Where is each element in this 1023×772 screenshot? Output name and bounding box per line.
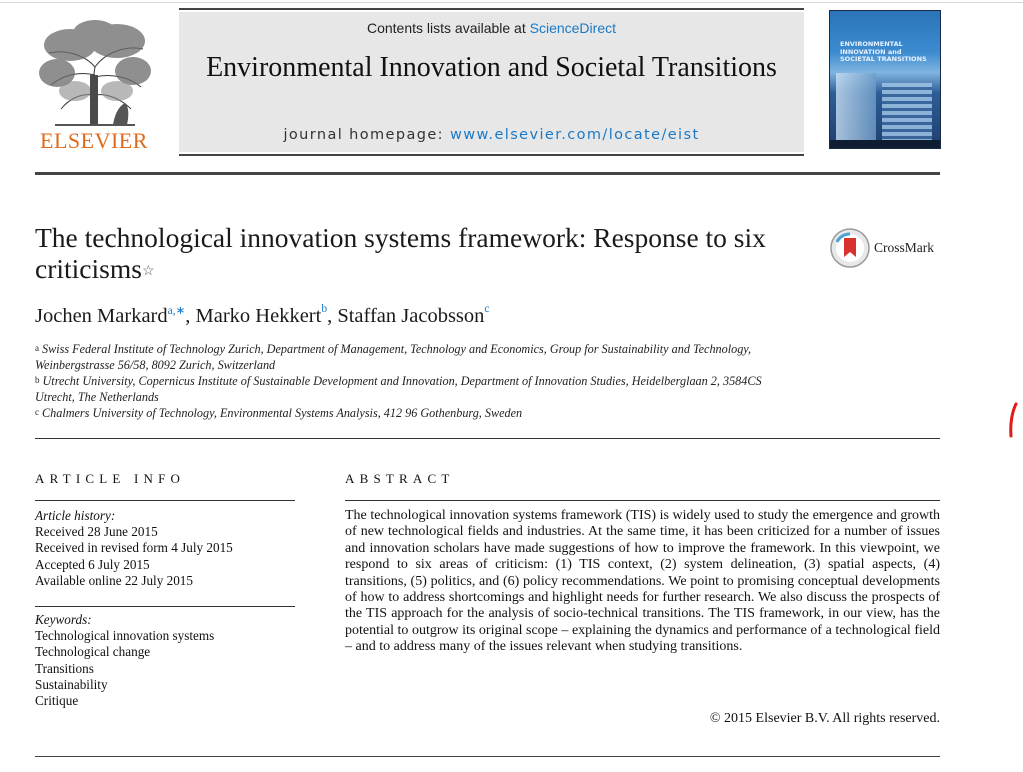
author-separator: ,	[185, 305, 196, 327]
contents-line	[179, 20, 804, 36]
banner-top-rule	[179, 8, 804, 10]
abstract-divider	[345, 500, 940, 501]
cover-graphic	[836, 73, 876, 143]
cover-footer-band	[830, 140, 940, 148]
affiliation-text: Swiss Federal Institute of Technology Zurich, Department of Management, Technology and Economics, Group for Sustainability and Technology, Weinbergstrasse 56/58, 8092 Zurich, Switzerland	[35, 342, 752, 372]
annotation-mark	[1003, 400, 1023, 440]
article-info-heading: ARTICLE INFO	[35, 471, 186, 486]
keyword-item: Technological change	[35, 644, 151, 660]
history-item: Accepted 6 July 2015	[35, 556, 150, 572]
sciencedirect-link[interactable]: ScienceDirect	[529, 20, 616, 36]
keyword-item: Sustainability	[35, 676, 108, 692]
header-divider	[35, 172, 940, 175]
journal-homepage	[179, 127, 804, 143]
article-history	[35, 508, 305, 589]
keywords-label: Keywords:	[35, 612, 92, 627]
cover-graphic	[882, 83, 932, 141]
keywords	[35, 612, 305, 709]
history-item: Received 28 June 2015	[35, 524, 158, 540]
abstract-text: The technological innovation systems framework (TIS) is widely used to study the emergence and growth of new technological fields and industries. At the same time, it has been criticized for a number of issues and innovation scholars have made suggestions of how to improve the framework. In this viewpoint, we respond to six areas of criticism: (1) TIS context, (2) system delineation, (3) spatial aspects, (4) transitions, (5) politics, and (6) policy recommendations. We point to promising conceptual developments of how to address shortcomings and highlight needs for further research. We also discuss the prospects of the TIS approach for the analysis of socio-technical transitions. The TIS framework, in our view, has the potential to outgrow its original scope – explaining the dynamics and performance of a technological field – and to address many of the issues relevant when studying transitions.	[345, 508, 940, 655]
article-title	[35, 222, 805, 284]
affiliation-text: Utrecht University, Copernicus Institute of Sustainable Development and Innovation, Department of Innovation Studies, Heidelberglaan 2, 3584CS Utrecht, The Netherlands	[35, 374, 762, 404]
section-divider	[35, 438, 940, 439]
author-list	[35, 305, 490, 328]
keyword-item: Transitions	[35, 660, 94, 676]
affiliation-c	[35, 405, 795, 421]
author-name[interactable]: Jochen Markard	[35, 305, 168, 327]
author-affiliation-mark[interactable]: b	[321, 303, 328, 315]
homepage-link[interactable]: www.elsevier.com/locate/eist	[449, 127, 700, 143]
author-affiliation-mark[interactable]: c	[484, 303, 490, 315]
crossmark-label[interactable]: CrossMark	[874, 240, 934, 255]
author-name[interactable]: Marko Hekkert	[195, 305, 322, 327]
top-divider	[0, 2, 1023, 3]
abstract-heading: ABSTRACT	[345, 471, 455, 486]
homepage-label: journal homepage:	[283, 127, 450, 143]
banner-bottom-rule	[179, 154, 804, 156]
title-footnote-star[interactable]: ☆	[141, 264, 155, 279]
journal-cover-image[interactable]	[829, 10, 941, 149]
contents-prefix: Contents lists available at	[366, 20, 530, 36]
article-title-text: The technological innovation systems framework: Response to six criticisms	[35, 222, 766, 284]
footer-divider	[35, 756, 940, 757]
affiliation-b	[35, 373, 795, 405]
history-item: Received in revised form 4 July 2015	[35, 540, 233, 556]
keyword-item: Technological innovation systems	[35, 628, 215, 644]
author-affiliation-mark[interactable]: a,∗	[167, 305, 186, 317]
author-name[interactable]: Staffan Jacobsson	[337, 305, 485, 327]
history-item: Available online 22 July 2015	[35, 572, 193, 588]
affiliation-label: c	[35, 407, 39, 417]
cover-title-text: ENVIRONMENTAL INNOVATION and SOCIETAL TRANSITIONS	[840, 40, 927, 63]
author-separator: ,	[327, 305, 338, 327]
copyright-notice: © 2015 Elsevier B.V. All rights reserved.	[709, 711, 940, 726]
journal-title[interactable]: Environmental Innovation and Societal Transitions	[206, 52, 777, 83]
crossmark-icon[interactable]	[829, 227, 871, 269]
elsevier-wordmark[interactable]: ELSEVIER	[40, 128, 148, 153]
keyword-item: Critique	[35, 693, 79, 709]
article-info-divider	[35, 500, 295, 501]
affiliation-a	[35, 341, 795, 373]
keywords-divider	[35, 606, 295, 607]
affiliation-label: a	[35, 343, 39, 353]
affiliation-label: b	[35, 375, 40, 385]
affiliation-text: Chalmers University of Technology, Environmental Systems Analysis, 412 96 Gothenburg, Sweden	[42, 406, 523, 420]
history-label: Article history:	[35, 508, 116, 523]
